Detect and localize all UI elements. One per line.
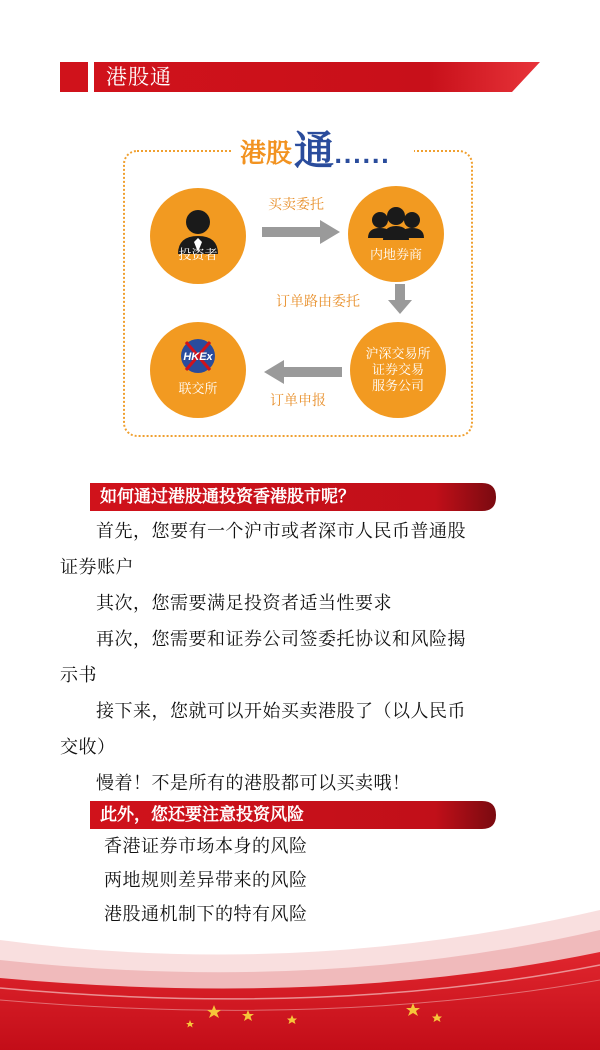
section-heading-risk: 此外，您还要注意投资风险 bbox=[100, 805, 304, 825]
svg-text:HKEx: HKEx bbox=[183, 351, 213, 363]
paragraph-second: 其次，您需要满足投资者适当性要求 bbox=[96, 593, 392, 614]
node-hkex bbox=[150, 322, 246, 418]
node-investor-label: 投资者 bbox=[178, 248, 218, 263]
node-broker-label: 内地券商 bbox=[369, 248, 422, 263]
node-service-line1: 沪深交易所 bbox=[365, 347, 431, 362]
paragraph-third-line1: 再次，您需要和证券公司签委托协议和风险揭 bbox=[96, 629, 466, 650]
arrow-down-icon bbox=[388, 284, 412, 316]
node-investor bbox=[150, 188, 246, 284]
node-service bbox=[350, 322, 446, 418]
risk-item: 香港证券市场本身的风险 bbox=[104, 836, 308, 857]
diagram-title bbox=[240, 128, 390, 174]
node-hkex-label: 联交所 bbox=[178, 382, 218, 397]
arrow-label-routing: 订单路由委托 bbox=[276, 294, 360, 310]
node-broker bbox=[348, 186, 444, 282]
diagram-title-dots: ...... bbox=[334, 144, 391, 169]
diagram-title-part1: 港股 bbox=[240, 139, 293, 169]
diagram-title-part2: 通 bbox=[294, 128, 335, 174]
arrow-label-buy-sell: 买卖委托 bbox=[268, 197, 324, 213]
paragraph-first-line2: 证券账户 bbox=[60, 557, 134, 578]
investor-icon bbox=[150, 188, 246, 284]
paragraph-fifth: 慢着！不是所有的港股都可以买卖哦！ bbox=[96, 773, 411, 794]
section-banner-risk bbox=[90, 801, 496, 829]
paragraph-third-line2: 示书 bbox=[60, 665, 97, 686]
paragraph-fourth-line2: 交收） bbox=[60, 737, 116, 758]
hkex-logo-icon bbox=[150, 322, 246, 418]
section-banner-how bbox=[90, 483, 496, 511]
arrow-label-report: 订单申报 bbox=[270, 393, 326, 409]
paragraph-fourth-line1: 接下来，您就可以开始买卖港股了（以人民币 bbox=[96, 701, 466, 722]
arrow-left-icon bbox=[262, 360, 342, 384]
risk-item: 两地规则差异带来的风险 bbox=[104, 870, 308, 891]
node-service-line2: 证券交易 bbox=[371, 363, 424, 378]
paragraph-first-line1: 首先，您要有一个沪市或者深市人民币普通股 bbox=[96, 521, 466, 542]
risk-item: 港股通机制下的特有风险 bbox=[104, 904, 308, 925]
section-heading-how: 如何通过港股通投资香港股市呢？ bbox=[100, 487, 355, 507]
page-title: 港股通 bbox=[106, 65, 172, 89]
arrow-right-icon bbox=[262, 220, 342, 244]
node-service-line3: 服务公司 bbox=[371, 379, 424, 394]
footer-decoration bbox=[0, 870, 600, 1050]
people-group-icon bbox=[348, 186, 444, 282]
